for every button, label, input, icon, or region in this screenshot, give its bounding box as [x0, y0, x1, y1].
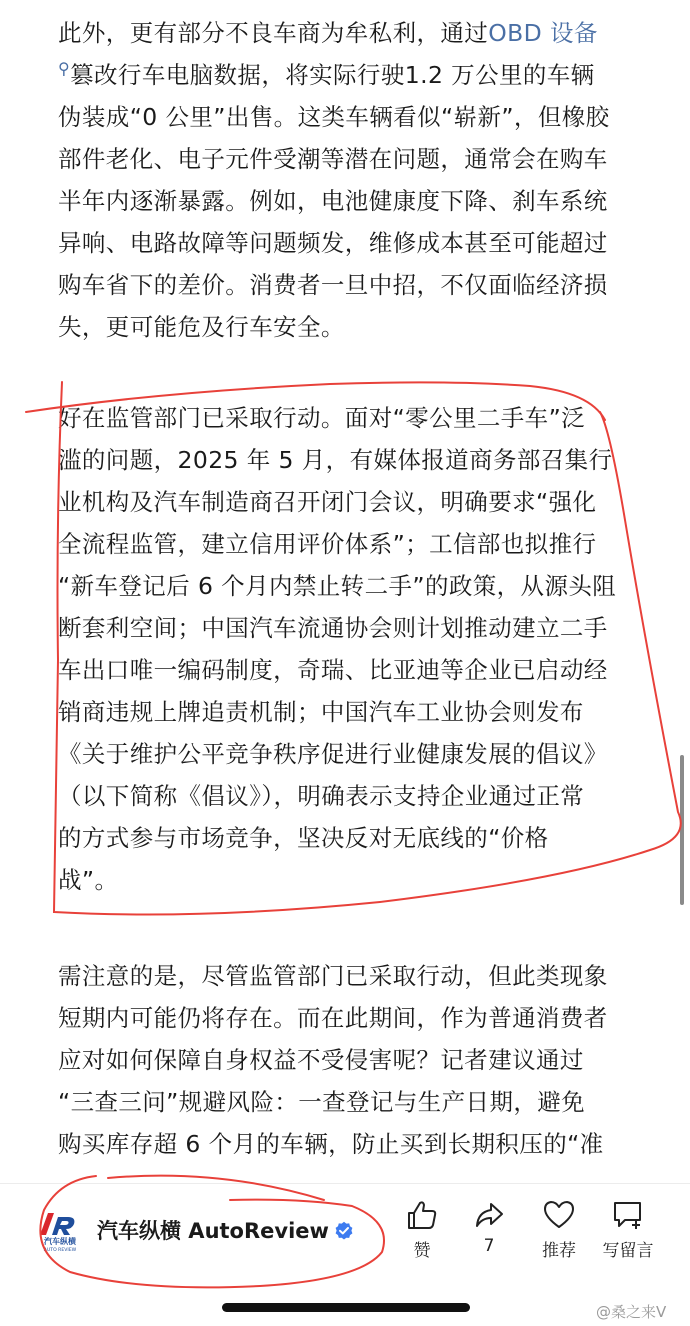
comment-icon [611, 1198, 645, 1232]
logo-subtext: AUTO REVIEW [43, 1248, 77, 1253]
paragraph-line: 购车省下的差价。消费者一旦中招，不仅面临经济损 [58, 271, 608, 299]
share-icon [472, 1198, 506, 1232]
logo-text: 汽车纵横 [44, 1237, 76, 1246]
thumbs-up-icon [405, 1198, 439, 1232]
author-name[interactable] [97, 1215, 354, 1245]
paragraph-line: 战”。 [58, 866, 119, 894]
share-count: 7 [483, 1236, 495, 1256]
paragraph-line: 销商违规上牌追责机制；中国汽车工业协会则发布 [58, 698, 584, 726]
paragraph-line: 全流程监管，建立信用评价体系”；工信部也拟推行 [58, 530, 597, 558]
paragraph-line: 业机构及汽车制造商召开闭门会议，明确要求“强化 [58, 488, 597, 516]
home-indicator[interactable] [222, 1303, 470, 1312]
paragraph-2 [58, 397, 648, 901]
paragraph-line: “新车登记后 6 个月内禁止转二手”的政策，从源头阻 [58, 572, 617, 600]
author-logo[interactable] [34, 1207, 86, 1253]
paragraph-1 [58, 12, 648, 348]
verified-badge-icon [334, 1221, 354, 1241]
paragraph-line: 车出口唯一编码制度，奇瑞、比亚迪等企业已启动经 [58, 656, 608, 684]
paragraph-line: 部件老化、电子元件受潮等潜在问题，通常会在购车 [58, 145, 608, 173]
paragraph-line: 断套利空间；中国汽车流通协会则计划推动建立二手 [58, 614, 608, 642]
paragraph-line: 好在监管部门已采取行动。面对“零公里二手车”泛 [58, 404, 586, 432]
like-label: 赞 [413, 1241, 431, 1261]
paragraph-line: 《关于维护公平竞争秩序促进行业健康发展的倡议》 [58, 740, 608, 768]
paragraph-line: ⚲篡改行车电脑数据，将实际行驶1.2 万公里的车辆 [58, 59, 595, 89]
write-comment-button[interactable] [598, 1198, 658, 1261]
paragraph-line: 短期内可能仍将存在。而在此期间，作为普通消费者 [58, 1004, 608, 1032]
paragraph-line: 此外，更有部分不良车商为牟私利，通过OBD 设备 [58, 19, 598, 47]
paragraph-line: 滥的问题，2025 年 5 月，有媒体报道商务部召集行 [58, 446, 613, 474]
obd-device-link[interactable]: OBD 设备 [488, 19, 598, 47]
comment-label: 写留言 [602, 1241, 654, 1261]
watermark: @桑之来V [596, 1303, 667, 1321]
recommend-button[interactable] [529, 1198, 589, 1261]
paragraph-line: 半年内逐渐暴露。例如，电池健康度下降、刹车系统 [58, 187, 608, 215]
paragraph-line: “三查三问”规避风险：一查登记与生产日期，避免 [58, 1088, 586, 1116]
heart-icon [542, 1198, 576, 1232]
like-button[interactable] [392, 1198, 452, 1261]
paragraph-line: 应对如何保障自身权益不受侵害呢？记者建议通过 [58, 1046, 584, 1074]
paragraph-line: 异响、电路故障等问题频发，维修成本甚至可能超过 [58, 229, 608, 257]
search-icon[interactable]: ⚲ [58, 59, 71, 78]
paragraph-line: （以下简称《倡议》），明确表示支持企业通过正常 [58, 782, 585, 810]
recommend-label: 推荐 [542, 1241, 576, 1261]
paragraph-line: 失，更可能危及行车安全。 [58, 313, 345, 341]
paragraph-line: 需注意的是，尽管监管部门已采取行动，但此类现象 [58, 962, 608, 990]
paragraph-line: 购买库存超 6 个月的车辆，防止买到长期积压的“准 [58, 1130, 604, 1158]
paragraph-line: 的方式参与市场竞争，坚决反对无底线的“价格 [58, 824, 549, 852]
paragraph-3 [58, 955, 648, 1165]
paragraph-line: 伪装成“0 公里”出售。这类车辆看似“崭新”，但橡胶 [58, 103, 610, 131]
author-name-text: 汽车纵横 AutoReview [97, 1219, 329, 1243]
scrollbar[interactable] [680, 755, 684, 905]
share-button[interactable] [459, 1198, 519, 1256]
